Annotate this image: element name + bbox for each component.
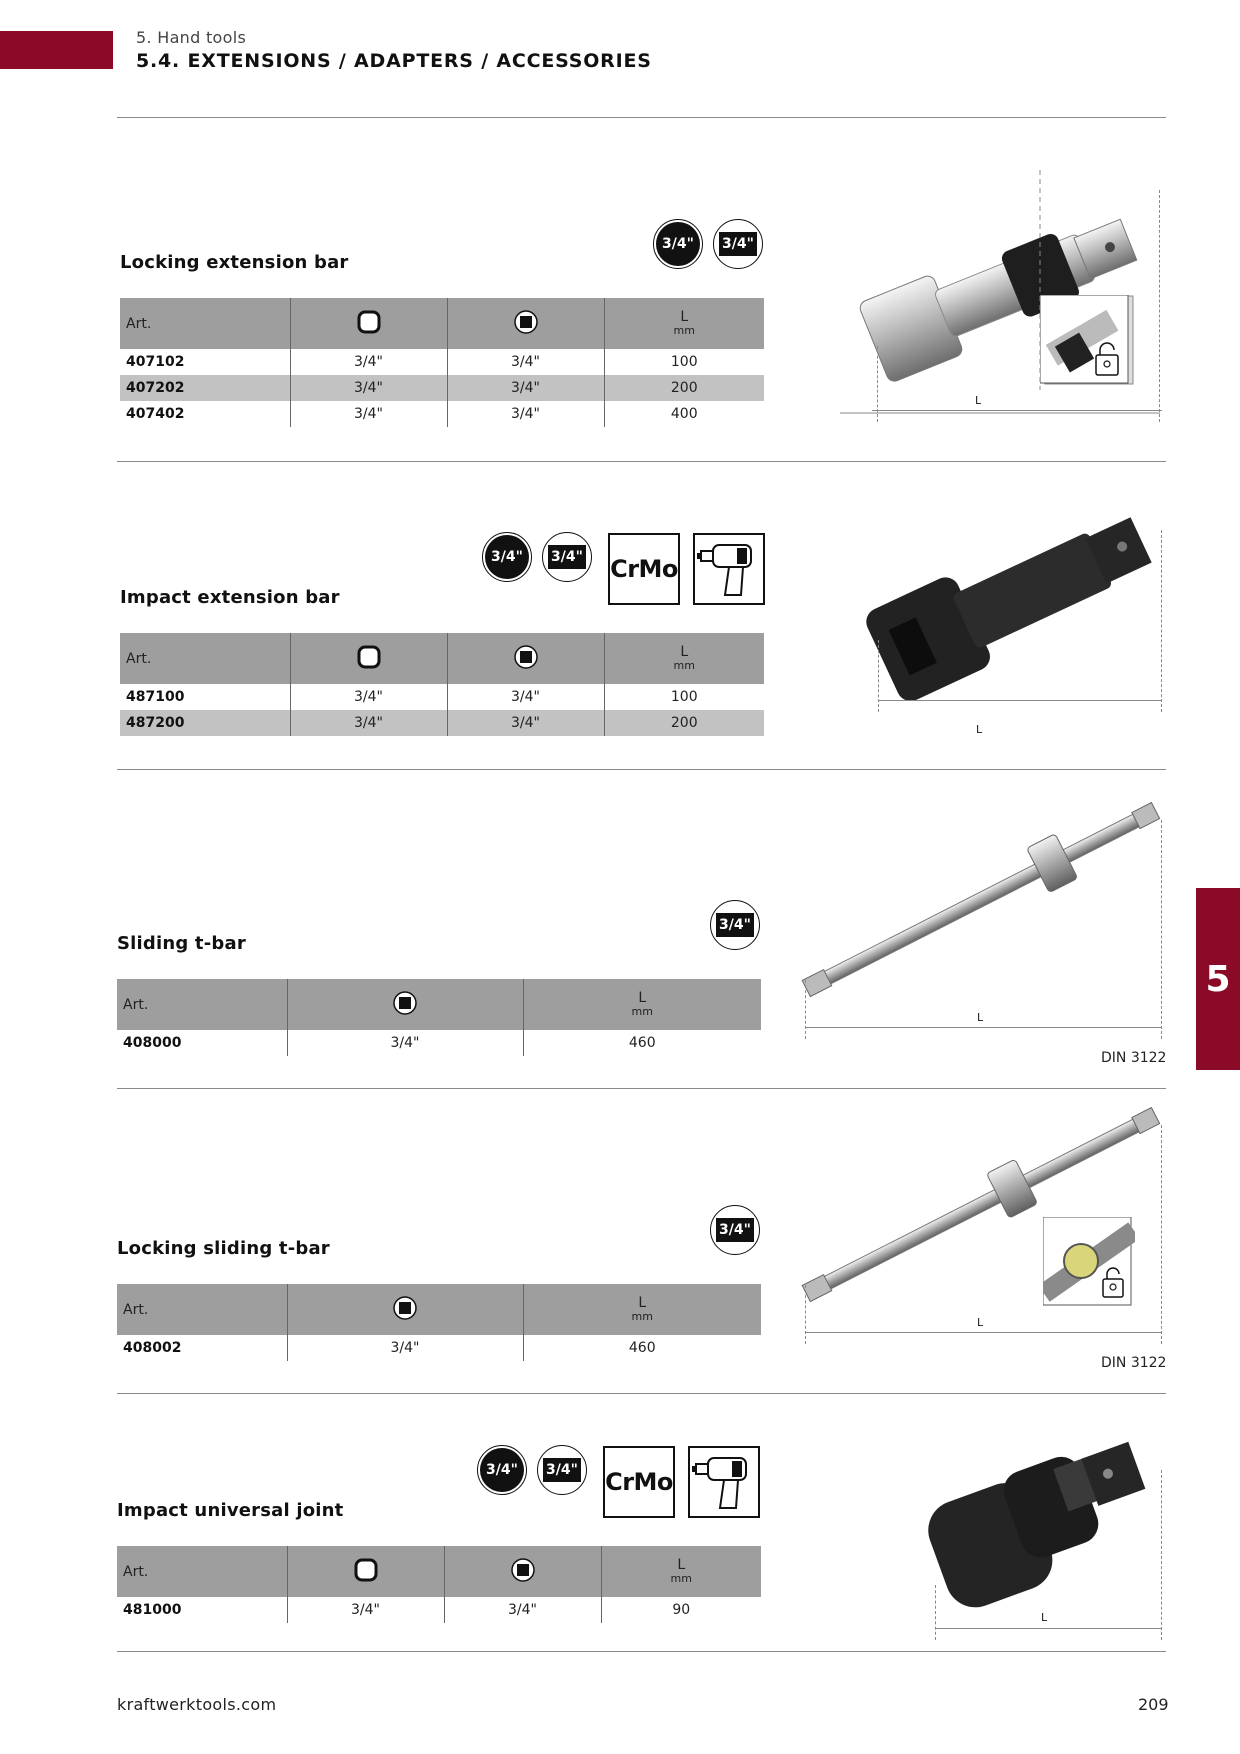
- dimension-label: L: [1041, 1611, 1048, 1624]
- col-art: Art.: [117, 979, 287, 1030]
- chapter-tab[interactable]: [1196, 888, 1240, 1070]
- cell-female: 3/4": [290, 710, 447, 736]
- chapter-label: 5. Hand tools: [136, 28, 247, 47]
- dimension-label: L: [976, 723, 983, 736]
- square-drive-badge: [537, 1445, 587, 1495]
- col-art: Art.: [120, 633, 290, 684]
- lock-detail-image: [1040, 295, 1135, 390]
- cell-length: 200: [604, 375, 764, 401]
- col-art: Art.: [117, 1284, 287, 1335]
- badge-label: 3/4": [486, 1462, 518, 1478]
- badge-label: 3/4": [548, 545, 586, 569]
- drive-size-badge: [653, 219, 703, 269]
- table-row: [117, 1030, 761, 1056]
- cell-female: 3/4": [290, 375, 447, 401]
- drive-size-badge: [482, 532, 532, 582]
- badge-label: 3/4": [543, 1458, 581, 1482]
- cell-male: 3/4": [447, 401, 604, 427]
- product-table: [120, 298, 764, 427]
- square-drive-badge: [710, 1205, 760, 1255]
- col-length: [523, 1284, 761, 1335]
- table-row: [117, 1597, 761, 1623]
- page-number: 209: [1138, 1695, 1169, 1714]
- impact-wrench-icon: [688, 1446, 760, 1518]
- sliding-t-bar-image: [795, 795, 1165, 1010]
- product-title: Sliding t-bar: [117, 933, 246, 954]
- cell-female: 3/4": [290, 401, 447, 427]
- cell-male: 3/4": [447, 684, 604, 710]
- badge-label: 3/4": [716, 913, 754, 937]
- length-unit: mm: [673, 324, 695, 338]
- length-unit: mm: [631, 1005, 653, 1019]
- male-square-icon: [447, 298, 604, 349]
- badge-label: 3/4": [662, 236, 694, 252]
- length-label: L: [680, 644, 689, 661]
- crmo-material-badge: CrMo: [603, 1446, 675, 1518]
- page-title: 5.4. EXTENSIONS / ADAPTERS / ACCESSORIES: [136, 50, 652, 72]
- col-length: [604, 633, 764, 684]
- col-art: Art.: [120, 298, 290, 349]
- cell-female: 3/4": [290, 684, 447, 710]
- cell-length: 200: [604, 710, 764, 736]
- impact-universal-joint-image: [920, 1420, 1170, 1620]
- table-row: [120, 684, 764, 710]
- header-accent-bar: [0, 31, 113, 69]
- impact-extension-bar-image: [845, 480, 1175, 720]
- product-title: Locking extension bar: [120, 252, 349, 273]
- length-label: L: [680, 309, 689, 326]
- standard-label: DIN 3122: [1101, 1355, 1167, 1371]
- dimension-label: L: [977, 1011, 984, 1024]
- female-square-icon: [287, 1546, 444, 1597]
- badge-label: 3/4": [491, 549, 523, 565]
- badge-label: 3/4": [716, 1218, 754, 1242]
- lock-icon: [1096, 355, 1118, 375]
- table-row: [117, 1335, 761, 1361]
- table-row: [120, 375, 764, 401]
- product-table: [120, 633, 764, 736]
- male-square-icon: [287, 979, 523, 1030]
- cell-length: 100: [604, 684, 764, 710]
- male-square-icon: [447, 633, 604, 684]
- col-art: Art.: [117, 1546, 287, 1597]
- chapter-number: 5: [1205, 958, 1231, 1000]
- male-square-icon: [287, 1284, 523, 1335]
- divider: [117, 1088, 1166, 1089]
- length-unit: mm: [631, 1310, 653, 1324]
- square-drive-badge: [713, 219, 763, 269]
- cell-male: 3/4": [447, 375, 604, 401]
- cell-length: 100: [604, 349, 764, 375]
- female-square-icon: [290, 633, 447, 684]
- col-length: [523, 979, 761, 1030]
- crmo-material-badge: CrMo: [608, 533, 680, 605]
- cell-male: 3/4": [447, 710, 604, 736]
- table-row: [120, 710, 764, 736]
- table-row: [120, 349, 764, 375]
- lock-detail-image: [1043, 1217, 1135, 1309]
- cell-female: 3/4": [290, 349, 447, 375]
- square-drive-badge: [542, 532, 592, 582]
- divider: [117, 769, 1166, 770]
- art-number: 407202: [120, 375, 290, 401]
- female-square-icon: [290, 298, 447, 349]
- cell-male: 3/4": [444, 1597, 601, 1623]
- table-row: [120, 401, 764, 427]
- cell-male: 3/4": [287, 1335, 523, 1361]
- divider: [117, 1393, 1166, 1394]
- dimension-label: L: [977, 1316, 984, 1329]
- lock-icon: [1103, 1279, 1123, 1297]
- product-title: Impact universal joint: [117, 1500, 344, 1521]
- art-number: 407402: [126, 406, 185, 422]
- art-number: 408000: [123, 1035, 182, 1051]
- col-length: [601, 1546, 761, 1597]
- dimension-label: L: [975, 394, 982, 407]
- col-length: [604, 298, 764, 349]
- cell-length: 460: [523, 1030, 761, 1056]
- standard-label: DIN 3122: [1101, 1050, 1167, 1066]
- length-label: L: [638, 1295, 647, 1312]
- drive-size-badge: [477, 1445, 527, 1495]
- product-title: Impact extension bar: [120, 587, 340, 608]
- cell-male: 3/4": [447, 349, 604, 375]
- impact-wrench-icon: [693, 533, 765, 605]
- cell-length: 460: [523, 1335, 761, 1361]
- art-number: 487200: [120, 710, 290, 736]
- cell-length: 90: [601, 1597, 761, 1623]
- cell-male: 3/4": [287, 1030, 523, 1056]
- art-number: 407102: [126, 354, 185, 370]
- footer-website[interactable]: kraftwerktools.com: [117, 1695, 277, 1714]
- divider: [117, 461, 1166, 462]
- art-number: 487100: [126, 689, 185, 705]
- cell-female: 3/4": [287, 1597, 444, 1623]
- length-unit: mm: [673, 659, 695, 673]
- badge-label: 3/4": [719, 232, 757, 256]
- product-table: [117, 1284, 761, 1361]
- length-label: L: [677, 1557, 686, 1574]
- length-unit: mm: [670, 1572, 692, 1586]
- length-label: L: [638, 990, 647, 1007]
- male-square-icon: [444, 1546, 601, 1597]
- product-title: Locking sliding t-bar: [117, 1238, 330, 1259]
- product-table: [117, 979, 761, 1056]
- divider: [117, 117, 1166, 118]
- product-table: [117, 1546, 761, 1623]
- cell-length: 400: [604, 401, 764, 427]
- divider: [117, 1651, 1166, 1652]
- art-number: 408002: [123, 1340, 182, 1356]
- square-drive-badge: [710, 900, 760, 950]
- art-number: 481000: [123, 1602, 182, 1618]
